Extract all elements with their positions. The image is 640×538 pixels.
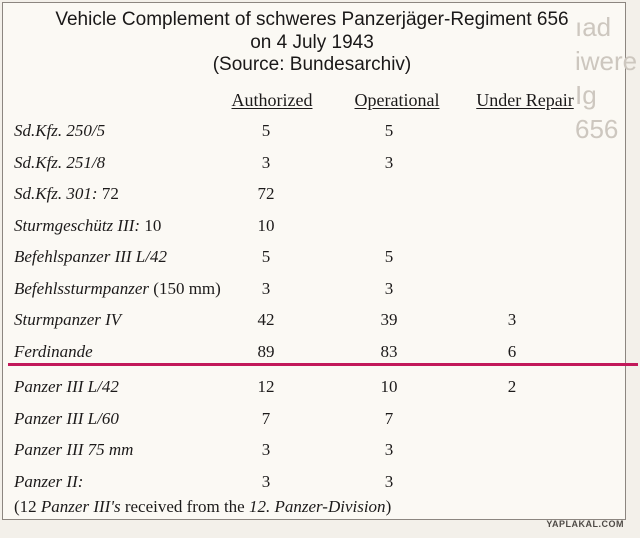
- footnote: (12 Panzer III's received from the 12. Panzer-Division): [14, 497, 392, 516]
- operational-value: 3: [384, 471, 394, 491]
- operational-value: 5: [384, 247, 394, 266]
- vehicle-name: Panzer III 75 mm: [14, 440, 134, 459]
- vehicle-name: Befehlssturmpanzer (150 mm): [14, 278, 221, 298]
- authorized-value: 3: [261, 471, 271, 491]
- title-line-3: (Source: Bundesarchiv): [212, 54, 412, 75]
- authorized-value: 5: [261, 247, 271, 266]
- operational-value: 83: [380, 341, 398, 361]
- vehicle-name: Sd.Kfz. 250/5: [14, 121, 106, 140]
- operational-value: 5: [384, 121, 394, 140]
- vehicle-name: Sturmpanzer IV: [14, 310, 122, 329]
- table-title: [0, 9, 624, 77]
- vehicle-name: Befehlspanzer III L/42: [14, 247, 167, 266]
- watermark: YAPLAKAL.COM: [546, 519, 624, 529]
- authorized-value: 10: [257, 215, 275, 235]
- vehicle-name: Ferdinande: [14, 341, 93, 361]
- table-row: [0, 153, 624, 185]
- operational-value: 3: [384, 440, 394, 459]
- table-row: [0, 310, 624, 342]
- vehicle-name: Panzer II:: [14, 471, 84, 491]
- vehicle-name: Panzer III L/60: [14, 408, 119, 428]
- table-row: [0, 342, 624, 374]
- title-line-2: on 4 July 1943: [250, 31, 374, 53]
- table-row: [0, 216, 624, 248]
- authorized-value: 3: [261, 152, 271, 172]
- table-row: [0, 377, 624, 409]
- authorized-value: 12: [257, 377, 275, 396]
- under-repair-value: 3: [507, 310, 517, 329]
- vehicle-name: Sturmgeschütz III: 10: [14, 215, 162, 235]
- authorized-value: 72: [257, 184, 275, 203]
- operational-value: 3: [384, 152, 394, 172]
- vehicle-name: Sd.Kfz. 301: 72: [14, 184, 119, 203]
- header-operational: Operational: [354, 90, 440, 110]
- table-row: [0, 247, 624, 279]
- authorized-value: 3: [261, 278, 271, 298]
- table-row: [0, 279, 624, 311]
- operational-value: 39: [380, 310, 398, 329]
- under-repair-value: 6: [507, 341, 517, 361]
- vehicle-name: Sd.Kfz. 251/8: [14, 152, 106, 172]
- operational-value: 3: [384, 278, 394, 298]
- vehicle-name: Panzer III L/42: [14, 377, 119, 396]
- authorized-value: 89: [257, 341, 275, 361]
- authorized-value: 3: [261, 440, 271, 459]
- table-row: [0, 440, 624, 472]
- authorized-value: 5: [261, 121, 271, 140]
- under-repair-value: 2: [507, 377, 517, 396]
- operational-value: 10: [380, 377, 398, 396]
- table-row: [0, 409, 624, 441]
- header-authorized: Authorized: [231, 90, 313, 110]
- bleed-through-text: ıad iwere Ig 656: [575, 12, 638, 144]
- authorized-value: 42: [257, 310, 275, 329]
- authorized-value: 7: [261, 408, 271, 428]
- table-row: [0, 184, 624, 216]
- header-under-repair: Under Repair: [476, 90, 574, 110]
- title-line-1: Vehicle Complement of schweres Panzerjäger-Regiment 656: [55, 9, 569, 30]
- table-row: [0, 121, 624, 153]
- highlight-line: [8, 363, 638, 366]
- operational-value: 7: [384, 408, 394, 428]
